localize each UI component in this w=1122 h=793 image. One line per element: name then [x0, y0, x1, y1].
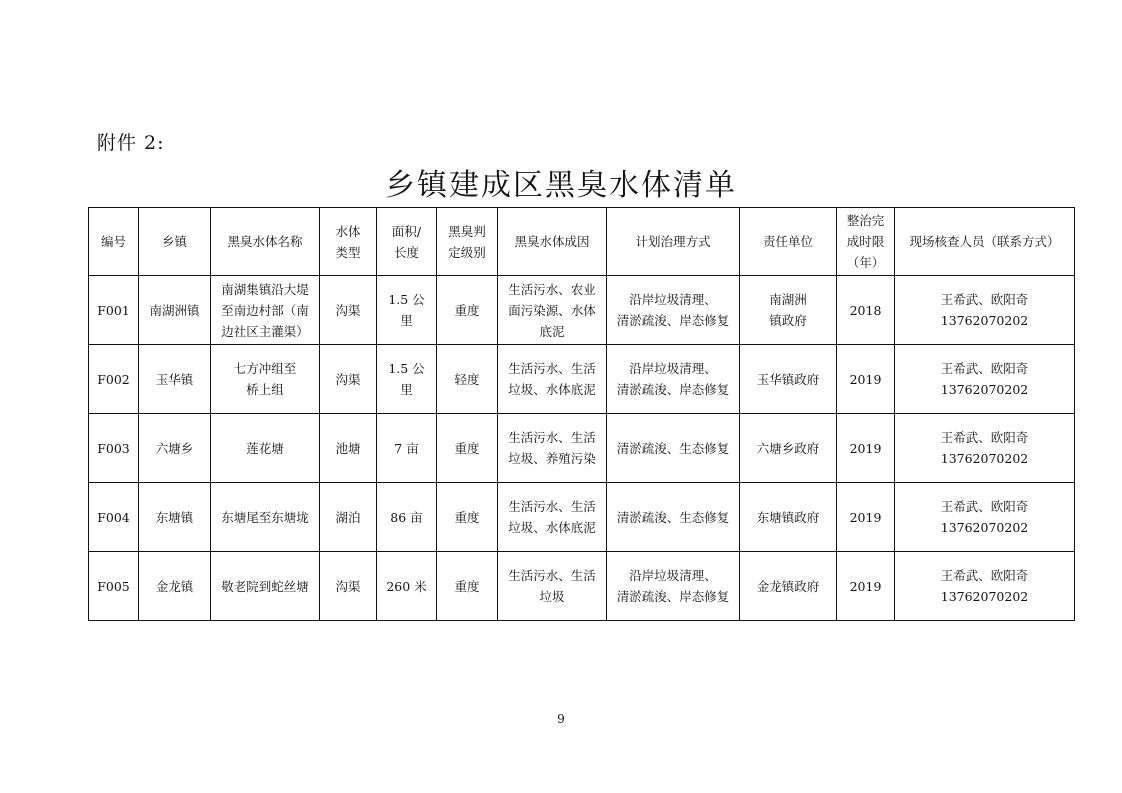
cell-treatment-plan	[607, 345, 740, 414]
header-text: 面积/	[391, 223, 422, 239]
header-text: 计划治理方式	[635, 234, 711, 249]
header-text: 黑臭水体成因	[514, 234, 590, 249]
cell-water-type	[320, 414, 377, 483]
header-id	[89, 208, 139, 276]
cell-text: 六塘乡政府	[756, 440, 820, 456]
cell-text: 1.5 公	[388, 292, 425, 307]
cell-water-type	[320, 345, 377, 414]
cell-text: 260 米	[386, 578, 427, 594]
cell-text: 垃圾、水体底泥	[508, 382, 596, 397]
header-grade	[437, 208, 498, 276]
cell-text: 镇政府	[769, 313, 807, 328]
header-water-type	[320, 208, 377, 276]
cell-text: 沟渠	[335, 371, 361, 387]
cell-grade	[437, 483, 498, 552]
cell-text: 底泥	[539, 323, 565, 339]
cell-text: 王希武、欧阳奇 13762070202	[940, 568, 1029, 604]
cell-text: 六塘乡	[155, 440, 194, 456]
cell-text: 敬老院到蛇丝塘	[221, 578, 309, 594]
cell-text: 面污染源、水体	[508, 302, 596, 318]
cell-text: 玉华镇	[155, 371, 194, 387]
cell-text: 垃圾、水体底泥	[508, 520, 596, 535]
cell-treatment-plan	[607, 414, 740, 483]
cell-text: F002	[97, 371, 130, 387]
cell-text: 生活污水、农业	[508, 281, 596, 297]
cell-text: 2019	[849, 371, 882, 387]
cell-text: 东塘镇	[155, 509, 194, 525]
cell-deadline	[837, 483, 895, 552]
cell-text: 清淤疏浚、岸态修复	[616, 589, 730, 604]
cell-text: 王希武、欧阳奇 13762070202	[940, 361, 1029, 397]
cell-inspectors	[895, 345, 1075, 414]
cell-text: 沿岸垃圾清理、	[629, 568, 717, 583]
cell-text: 重度	[454, 440, 480, 456]
cell-water-type	[320, 276, 377, 345]
cell-text: 轻度	[454, 371, 480, 387]
cell-id	[89, 483, 139, 552]
cell-text: 生活污水、生活	[508, 499, 596, 514]
table-row	[89, 483, 1075, 552]
cell-text: 里	[400, 313, 413, 328]
cell-area-length	[377, 483, 437, 552]
header-text: 水体	[335, 223, 361, 239]
cell-deadline	[837, 552, 895, 621]
cell-text: 里	[400, 382, 413, 397]
cell-responsible-unit	[740, 276, 837, 345]
cell-text: 清淤疏浚、生态修复	[616, 509, 730, 525]
cell-id	[89, 414, 139, 483]
attachment-label: 附件 2:	[97, 132, 165, 154]
header-text: 成时限	[846, 234, 885, 249]
cell-treatment-plan	[607, 552, 740, 621]
header-text: （年）	[846, 255, 885, 270]
table-header-row	[89, 208, 1075, 276]
cell-text: 至南边村部（南	[221, 302, 309, 318]
cell-text: 王希武、欧阳奇 13762070202	[940, 430, 1029, 466]
table-row	[89, 345, 1075, 414]
cell-text: 东塘镇政府	[756, 509, 820, 525]
cell-township	[139, 414, 211, 483]
header-text: 现场核查人员（联系方式）	[909, 234, 1060, 249]
cell-text: 湖泊	[335, 509, 361, 525]
cell-grade	[437, 552, 498, 621]
cell-text: 2019	[849, 578, 882, 594]
cell-text: 沟渠	[335, 578, 361, 594]
cell-text: 2019	[849, 440, 882, 456]
cell-text: 玉华镇政府	[756, 371, 820, 387]
cell-area-length	[377, 414, 437, 483]
header-text: 责任单位	[762, 234, 813, 249]
cell-text: 南湖洲	[769, 292, 807, 307]
header-treatment-plan	[607, 208, 740, 276]
cell-text: F003	[97, 440, 130, 456]
cell-responsible-unit	[740, 483, 837, 552]
cell-text: 生活污水、生活	[508, 568, 596, 583]
header-area-length	[377, 208, 437, 276]
cell-text: 2019	[849, 509, 882, 525]
cell-text: 王希武、欧阳奇 13762070202	[940, 292, 1029, 328]
cell-treatment-plan	[607, 276, 740, 345]
cell-text: 金龙镇	[155, 578, 194, 594]
cell-text: 金龙镇政府	[756, 578, 820, 594]
cell-text: 清淤疏浚、岸态修复	[616, 313, 730, 328]
header-text: 黑臭水体名称	[227, 234, 303, 249]
cell-text: 垃圾、养殖污染	[508, 451, 596, 466]
cell-text: 重度	[454, 509, 480, 525]
cell-water-type	[320, 483, 377, 552]
header-inspectors	[895, 208, 1075, 276]
black-odorous-water-table	[88, 207, 1075, 621]
table-row	[89, 414, 1075, 483]
cell-text: 桥上组	[246, 382, 284, 397]
cell-inspectors	[895, 414, 1075, 483]
header-deadline	[837, 208, 895, 276]
cell-text: 东塘尾至东塘垅	[221, 509, 309, 525]
cell-text: F001	[97, 302, 130, 318]
cell-area-length	[377, 276, 437, 345]
cell-text: 王希武、欧阳奇 13762070202	[940, 499, 1029, 535]
cell-text: 1.5 公	[388, 361, 425, 376]
cell-responsible-unit	[740, 552, 837, 621]
header-text: 长度	[393, 244, 419, 260]
cell-grade	[437, 414, 498, 483]
cell-text: 沿岸垃圾清理、	[629, 292, 717, 307]
cell-township	[139, 552, 211, 621]
header-text: 编号	[100, 234, 126, 249]
cell-text: 86 亩	[390, 509, 423, 525]
cell-text: 7 亩	[394, 440, 419, 456]
cell-text: 南湖洲镇	[149, 302, 200, 318]
cell-water-type	[320, 552, 377, 621]
cell-township	[139, 276, 211, 345]
cell-text: 池塘	[335, 440, 361, 456]
header-text: 黑臭判	[448, 223, 486, 239]
cell-cause	[498, 276, 607, 345]
header-text: 定级别	[448, 244, 486, 260]
header-text: 类型	[335, 244, 361, 260]
cell-text: F004	[97, 509, 130, 525]
cell-area-length	[377, 345, 437, 414]
cell-text: 生活污水、生活	[508, 430, 596, 445]
cell-inspectors	[895, 276, 1075, 345]
cell-id	[89, 345, 139, 414]
cell-grade	[437, 345, 498, 414]
cell-inspectors	[895, 552, 1075, 621]
cell-id	[89, 552, 139, 621]
cell-responsible-unit	[740, 414, 837, 483]
cell-grade	[437, 276, 498, 345]
cell-water-name	[211, 483, 320, 552]
document-title: 乡镇建成区黑臭水体清单	[385, 168, 737, 203]
cell-inspectors	[895, 483, 1075, 552]
cell-text: 沿岸垃圾清理、	[629, 361, 717, 376]
cell-text: 边社区主灌渠）	[221, 323, 309, 339]
cell-water-name	[211, 276, 320, 345]
cell-area-length	[377, 552, 437, 621]
cell-text: 重度	[454, 578, 480, 594]
header-water-name	[211, 208, 320, 276]
cell-deadline	[837, 345, 895, 414]
cell-township	[139, 345, 211, 414]
cell-water-name	[211, 414, 320, 483]
header-responsible-unit	[740, 208, 837, 276]
header-text: 乡镇	[161, 234, 187, 249]
cell-text: 清淤疏浚、生态修复	[616, 440, 730, 456]
cell-water-name	[211, 345, 320, 414]
cell-water-name	[211, 552, 320, 621]
cell-treatment-plan	[607, 483, 740, 552]
cell-text: 清淤疏浚、岸态修复	[616, 382, 730, 397]
cell-text: 生活污水、生活	[508, 361, 596, 376]
cell-responsible-unit	[740, 345, 837, 414]
cell-text: 重度	[454, 302, 480, 318]
cell-text: 2018	[849, 302, 882, 318]
cell-cause	[498, 483, 607, 552]
table-row	[89, 276, 1075, 345]
cell-deadline	[837, 276, 895, 345]
cell-cause	[498, 414, 607, 483]
table-row	[89, 552, 1075, 621]
header-township	[139, 208, 211, 276]
cell-text: 垃圾	[539, 589, 565, 604]
cell-text: 南湖集镇沿大堤	[221, 281, 309, 297]
cell-text: 七方冲组至	[233, 361, 297, 376]
cell-township	[139, 483, 211, 552]
cell-text: F005	[97, 578, 130, 594]
cell-id	[89, 276, 139, 345]
page-number: 9	[557, 712, 565, 726]
cell-cause	[498, 345, 607, 414]
cell-text: 莲花塘	[246, 440, 284, 456]
header-cause	[498, 208, 607, 276]
cell-cause	[498, 552, 607, 621]
cell-text: 沟渠	[335, 302, 361, 318]
header-text: 整治完	[846, 213, 885, 228]
cell-deadline	[837, 414, 895, 483]
